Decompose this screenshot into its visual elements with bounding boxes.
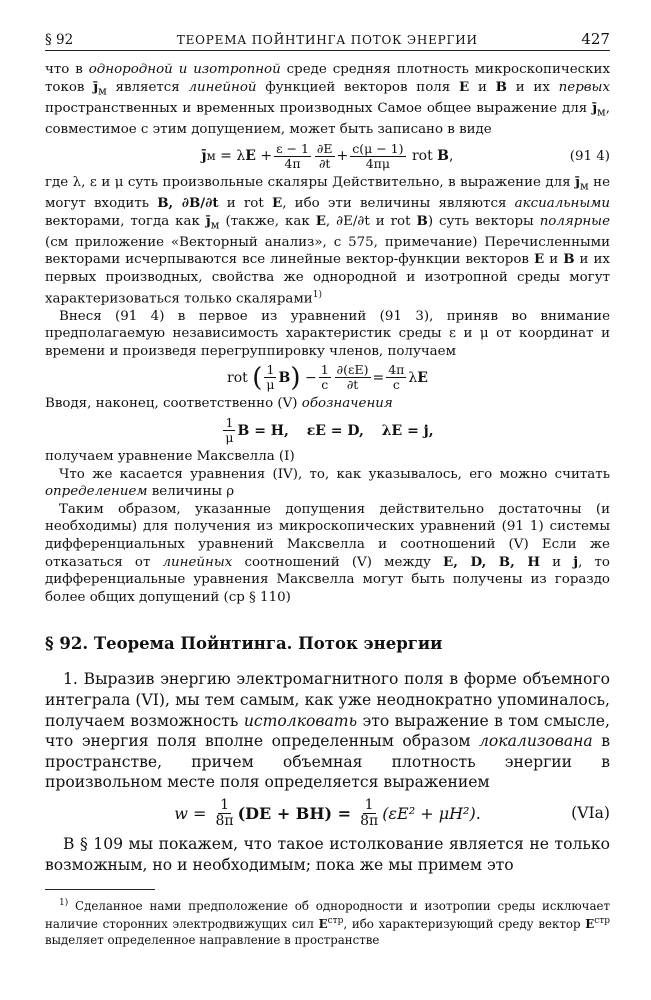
equation-rot: rot ( $\frac{1}{\mu}$ B ) − $\frac{1}{c}$ $\frac{\partial(\varepsilon E)}{\partial t}$ = $\frac{4\pi}{c}$ λ E (227, 362, 428, 393)
paragraph-7: Таким образом, указанные допущения действительно достаточны (и необходимы) для получения из микроскопических уравнений (91 1) системы дифференциальных уравнений Максвелла и соотношений (V) Если же отказаться от линейных соотношений (V) между E, D, B, H и j, то дифференциальные уравнения Максвелла могут быть получены из гораздо более общих допущений (ср § 110) (45, 501, 610, 605)
paragraph-6: Что же касается уравнения (IV), то, как указывалось, его можно считать определением величины ρ (45, 466, 610, 500)
paragraph-8: 1. Выразив энергию электромагнитного поля в форме объемного интеграла (VI), мы тем самым, как уже неоднократно упоминалось, получаем возможность истолковать это выражение в том смысле, что энергия поля вполне определенным образом локализована в пространстве, причем объемная плотность энергии в произвольном месте поля определяется выражением (45, 670, 610, 792)
footnote-divider (45, 889, 155, 890)
header-title: ТЕОРЕМА ПОЙНТИНГА ПОТОК ЭНЕРГИИ (176, 33, 478, 47)
paragraph-1: что в однородной и изотропной среде средняя плотность микроскопических токов $j̄_м$ является линейной функцией векторов поля E и B и их первых пространственных и временных производных Самое общее выражение для $j̄_м$, совместимое с этим допущением, может быть записано в виде (45, 62, 611, 138)
page (45, 30, 610, 948)
footnote: $^{1)}$ Сделанное нами предположение об однородности и изотропии среды исключает наличие сторонних электродвижущих сил $E^{стр}$, ибо характеризующий среду вектор $E^{стр}$ выделяет определенное направление в пространстве (45, 898, 611, 947)
equation-definitions: $\frac{1}{\mu}$ B = H, εE = D, λE = j, (225, 415, 434, 446)
paragraph-9: В § 109 мы покажем, что такое истолкование является не только возможным, но и необходимым; пока же мы примем это (45, 834, 610, 874)
equation-number: (91 4) (569, 148, 610, 164)
equation-91-4: j̄ м = λ E + $\frac{\varepsilon - 1}{4\pi}$ $\frac{\partial E}{\partial t}$ + $\frac{c(\mu - 1)}{4\pi\mu}$ rot B , (91 4) (201, 140, 610, 171)
equation-VIa: w = $\frac{1}{8\pi}$ (DE + BH) = $\frac{1}{8\pi}$ (εE² + μH²). (VIa) (174, 796, 610, 829)
running-header (45, 30, 610, 51)
paragraph-5: получаем уравнение Максвелла (I) (45, 449, 295, 465)
header-section: § 92 (45, 32, 74, 48)
paragraph-4: Вводя, наконец, соответственно (V) обозначения (45, 396, 393, 412)
page-number: 427 (581, 30, 610, 48)
footnote-ref: 1) (312, 289, 322, 300)
paragraph-3: Внеся (91 4) в первое из уравнений (91 3), приняв во внимание предполагаемую независимость характеристик среды ε и μ от координат и времени и произведя перегруппировку членов, получаем (45, 308, 610, 359)
paragraph-2: где λ, ε и μ суть произвольные скаляры Действительно, в выражение для $j̄_м$ не могут входить B, ∂B/∂t и rot E, ибо эти величины являются аксиальными векторами, тогда как $j̄_м$ (также, как E, ∂E/∂t и rot B) суть векторы полярные (см приложение «Векторный анализ», с 575, примечание) Перечисленными векторами исчерпываются все линейные вектор-функции векторов E и B и их первых производных, свойства же однородной и изотропной среды могут характеризоваться только скалярами$^{1)}$ (45, 173, 610, 307)
section-title: § 92. Теорема Пойнтинга. Поток энергии (45, 634, 443, 654)
equation-number: (VIa) (571, 804, 610, 823)
